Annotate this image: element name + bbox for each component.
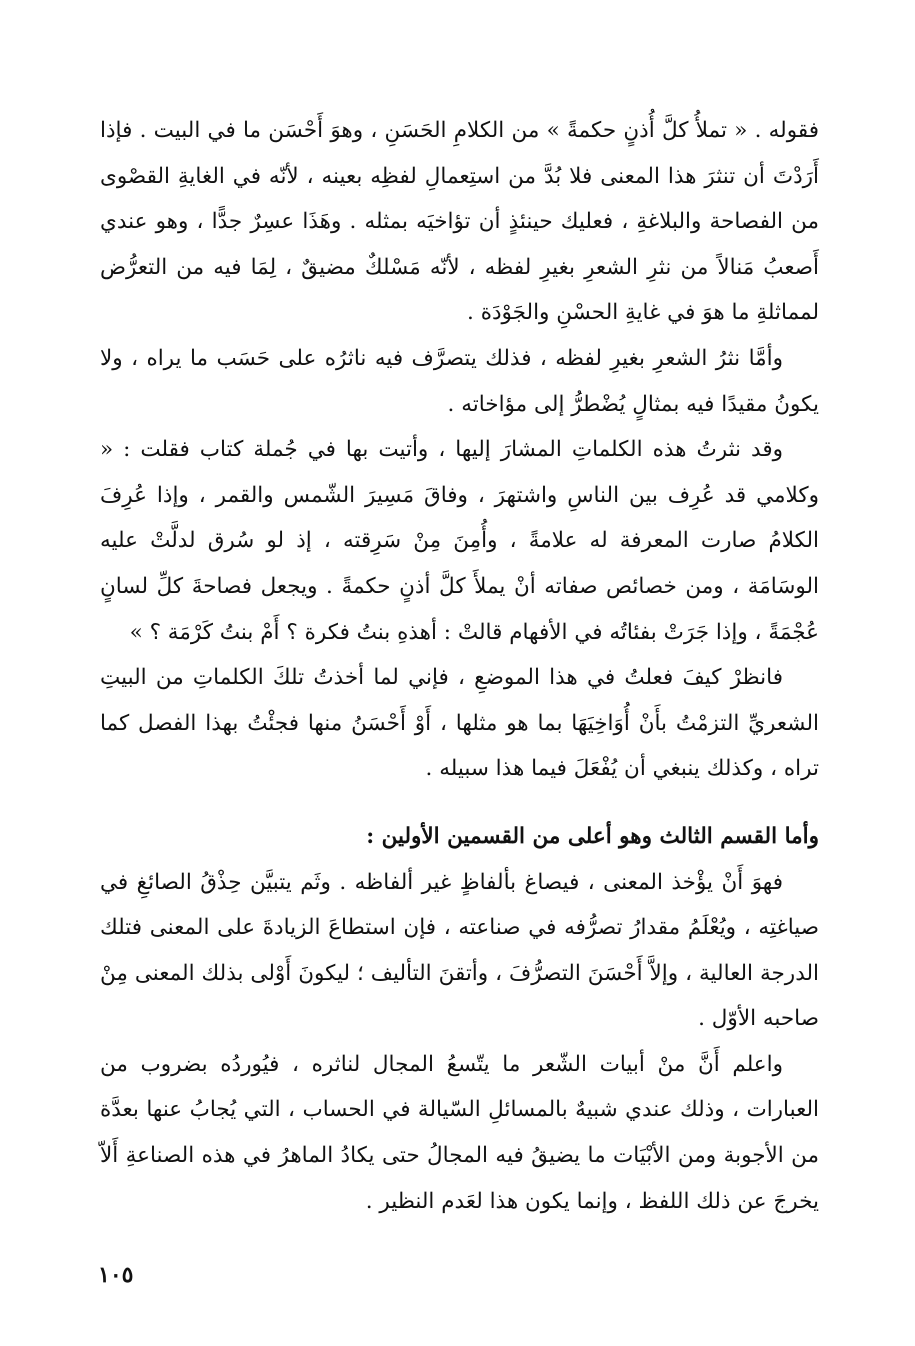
section-heading: وأما القسم الثالث وهو أعلى من القسمين الأولين :	[366, 823, 819, 849]
paragraph-6: واعلم أَنَّ منْ أبيات الشّعر ما يتّسعُ المجال لناثره ، فيُوردُه بضروب من العبارات ، وذلك عندي شبيهٌ بالمسائلِ السّيالة في الحساب ، التي يُجابُ عنها بعدَّة من الأجوبة ومن الأبْيَات ما يضيقُ فيه المجالُ حتى يكادُ الماهرُ في هذه الصناعةِ أَلاّ يخرجَ عن ذلك اللفظ ، وإنما يكون هذا لعَدم النظير .	[100, 1051, 819, 1214]
paragraph-4: فانظرْ كيفَ فعلتُ في هذا الموضعِ ، فإني لما أخذتُ تلكَ الكلماتِ من البيتِ الشعريِّ التزمْتُ بأَنْ أُوَاخِيَهَا بما هو مثلها ، أَوْ أَحْسَنُ منها فجئْتُ بهذا الفصل كما تراه ، وكذلك ينبغي أن يُفْعَلَ فيما هذا سبيله .	[100, 665, 819, 782]
paragraph-1: فقوله . « تملأُ كلَّ أُذنٍ حكمةً » من الكلامِ الحَسَنِ ، وهوَ أَحْسَن ما في البيت . فإذا أَرَدْتَ أن تنثرَ هذا المعنى فلا بُدَّ من استِعمالِ لفظِه بعينه ، لأنّه في الغايةِ القصْوى من الفصاحة والبلاغةِ ، فعليك حينئذٍ أن تؤاخيَه بمثله . وهَذَا عسِرٌ جدًّا ، وهو عندي أَصعبُ مَنالاً من نثرِ الشعرِ بغيرِ لفظه ، لأنّه مَسْلكٌ مضيقٌ ، لِمَا فيه من التعرُّض لمماثلةِ ما هوَ في غايةِ الحسْنِ والجَوْدَة .	[100, 118, 819, 326]
paragraph-2: وأمَّا نثرُ الشعرِ بغيرِ لفظه ، فذلك يتصرَّف فيه ناثرُه على حَسَب ما يراه ، ولا يكونُ مقيدًا فيه بمثالٍ يُضْطرُّ إلى مؤاخاته .	[100, 345, 819, 417]
paragraph-3: وقد نثرتُ هذه الكلماتِ المشارَ إليها ، وأتيت بها في جُملة كتاب فقلت : « وكلامي قد عُرِف بين الناسِ واشتهرَ ، وفاقَ مَسِيرَ الشّمس والقمر ، وإذا عُرِفَ الكلامُ صارت المعرفة له علامةً ، وأُمِنَ مِنْ سَرِقته ، إذ لو سُرق لدلَّتْ عليه الوسَامَة ، ومن خصائص صفاته أنْ يملأَ كلَّ أذنٍ حكمةً . ويجعل فصاحةَ كلِّ لسانٍ عُجْمَةً ، وإذا جَرَتْ بفئاتُه في الأفهام قالتْ : أهذهِ بنتُ فكرة ؟ أَمْ بنتُ كَرْمَة ؟ »	[100, 437, 819, 645]
page-number: ١٠٥	[98, 1262, 134, 1288]
page-body	[100, 108, 819, 1224]
paragraph-5: فهوَ أَنْ يؤْخذ المعنى ، فيصاغ بألفاظٍ غير ألفاظه . وثَم يتبيَّن حِذْقُ الصائغِ في صياغتِه ، ويُعْلَمُ مقدارُ تصرُّفه في صناعته ، فإن استطاعَ الزيادةَ على المعنى فتلك الدرجة العالية ، وإلاَّ أَحْسَنَ التصرُّفَ ، وأتقنَ التأليف ؛ ليكونَ أَوْلى بذلك المعنى مِنْ صاحبه الأوّل .	[100, 869, 819, 1032]
